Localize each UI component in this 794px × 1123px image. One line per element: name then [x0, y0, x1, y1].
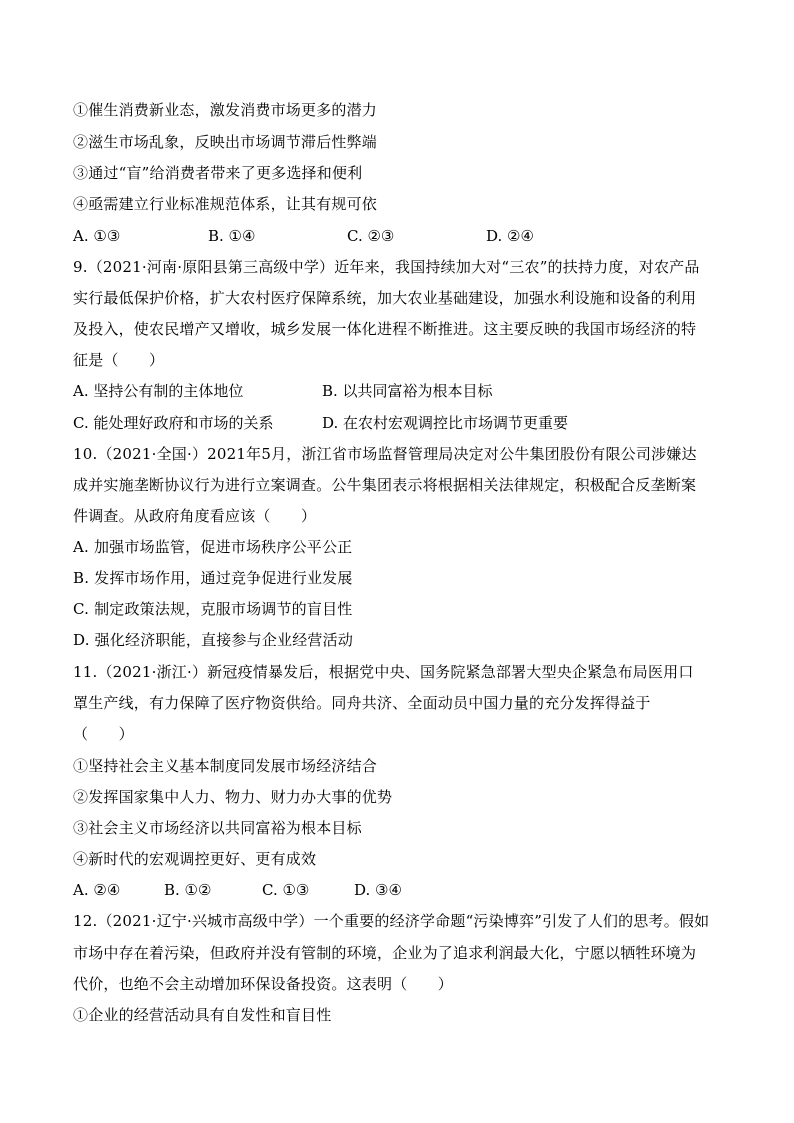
- q11-stem-line-2: 罩生产线，有力保障了医疗物资供给。同舟共济、全面动员中国力量的充分发挥得益于: [73, 694, 651, 712]
- q9-option-a: A. 坚持公有制的主体地位: [73, 382, 244, 400]
- q12-stem-line-1: 12.（2021·辽宁·兴城市高级中学）一个重要的经济学命题“污染博弈”引发了人们的思考。假如: [73, 912, 710, 930]
- q11-option-d: D. ③④: [354, 881, 402, 899]
- q10-option-a: A. 加强市场监管，促进市场秩序公平公正: [73, 538, 353, 556]
- q11-statement-4: ④新时代的宏观调控更好、更有成效: [73, 850, 317, 868]
- q9-option-c: C. 能处理好政府和市场的关系: [73, 414, 274, 432]
- q10-stem-line-3: 件调查。从政府角度看应该（ ）: [73, 507, 317, 525]
- q11-statement-1: ①坚持社会主义基本制度同发展市场经济结合: [73, 757, 378, 775]
- q8-option-d: D. ②④: [486, 227, 534, 245]
- q10-option-c: C. 制定政策法规，克服市场调节的盲目性: [73, 600, 353, 618]
- q8-statement-3: ③通过“盲”给消费者带来了更多选择和便利: [73, 164, 363, 182]
- q9-stem-line-1: 9.（2021·河南·原阳县第三高级中学）近年来，我国持续加大对“三农”的扶持力度，对农产品: [73, 258, 700, 276]
- q8-option-a: A. ①③: [73, 227, 121, 245]
- q11-option-a: A. ②④: [73, 881, 121, 899]
- q8-option-b: B. ①④: [208, 227, 256, 245]
- q11-statement-3: ③社会主义市场经济以共同富裕为根本目标: [73, 819, 362, 837]
- q11-stem-line-1: 11.（2021·浙江·）新冠疫情暴发后，根据党中央、国务院紧急部署大型央企紧急布局医用口: [73, 663, 694, 681]
- q10-option-d: D. 强化经济职能，直接参与企业经营活动: [73, 631, 354, 649]
- q11-statement-2: ②发挥国家集中人力、物力、财力办大事的优势: [73, 788, 393, 806]
- q8-statement-1: ①催生消费新业态，激发消费市场更多的潜力: [73, 101, 378, 119]
- q10-stem-line-1: 10.（2021·全国·）2021年5月，浙江省市场监督管理局决定对公牛集团股份有限公司涉嫌达: [73, 445, 697, 463]
- q9-stem-line-4: 征是（ ）: [73, 351, 165, 369]
- q10-option-b: B. 发挥市场作用，通过竞争促进行业发展: [73, 569, 353, 587]
- q11-stem-line-3: （ ）: [73, 725, 134, 743]
- q9-stem-line-3: 及投入，使农民增产又增收，城乡发展一体化进程不断推进。这主要反映的我国市场经济的特: [73, 320, 697, 338]
- q12-statement-1: ①企业的经营活动具有自发性和盲目性: [73, 1006, 332, 1024]
- q11-option-c: C. ①③: [262, 881, 310, 899]
- q9-option-b: B. 以共同富裕为根本目标: [322, 382, 493, 400]
- q9-option-d: D. 在农村宏观调控比市场调节更重要: [322, 414, 569, 432]
- q11-option-b: B. ①②: [164, 881, 212, 899]
- q8-statement-2: ②滋生市场乱象，反映出市场调节滞后性弊端: [73, 133, 378, 151]
- q8-statement-4: ④亟需建立行业标准规范体系，让其有规可依: [73, 195, 378, 213]
- q8-option-c: C. ②③: [347, 227, 395, 245]
- q12-stem-line-2: 市场中存在着污染，但政府并没有管制的环境，企业为了追求利润最大化，宁愿以牺牲环境为: [73, 944, 697, 962]
- q9-stem-line-2: 实行最低保护价格，扩大农村医疗保障系统，加大农业基础建设，加强水利设施和设备的利用: [73, 289, 697, 307]
- q10-stem-line-2: 成并实施垄断协议行为进行立案调查。公牛集团表示将根据相关法律规定，积极配合反垄断案: [73, 476, 697, 494]
- q12-stem-line-3: 代价，也绝不会主动增加环保设备投资。这表明（ ）: [73, 975, 454, 993]
